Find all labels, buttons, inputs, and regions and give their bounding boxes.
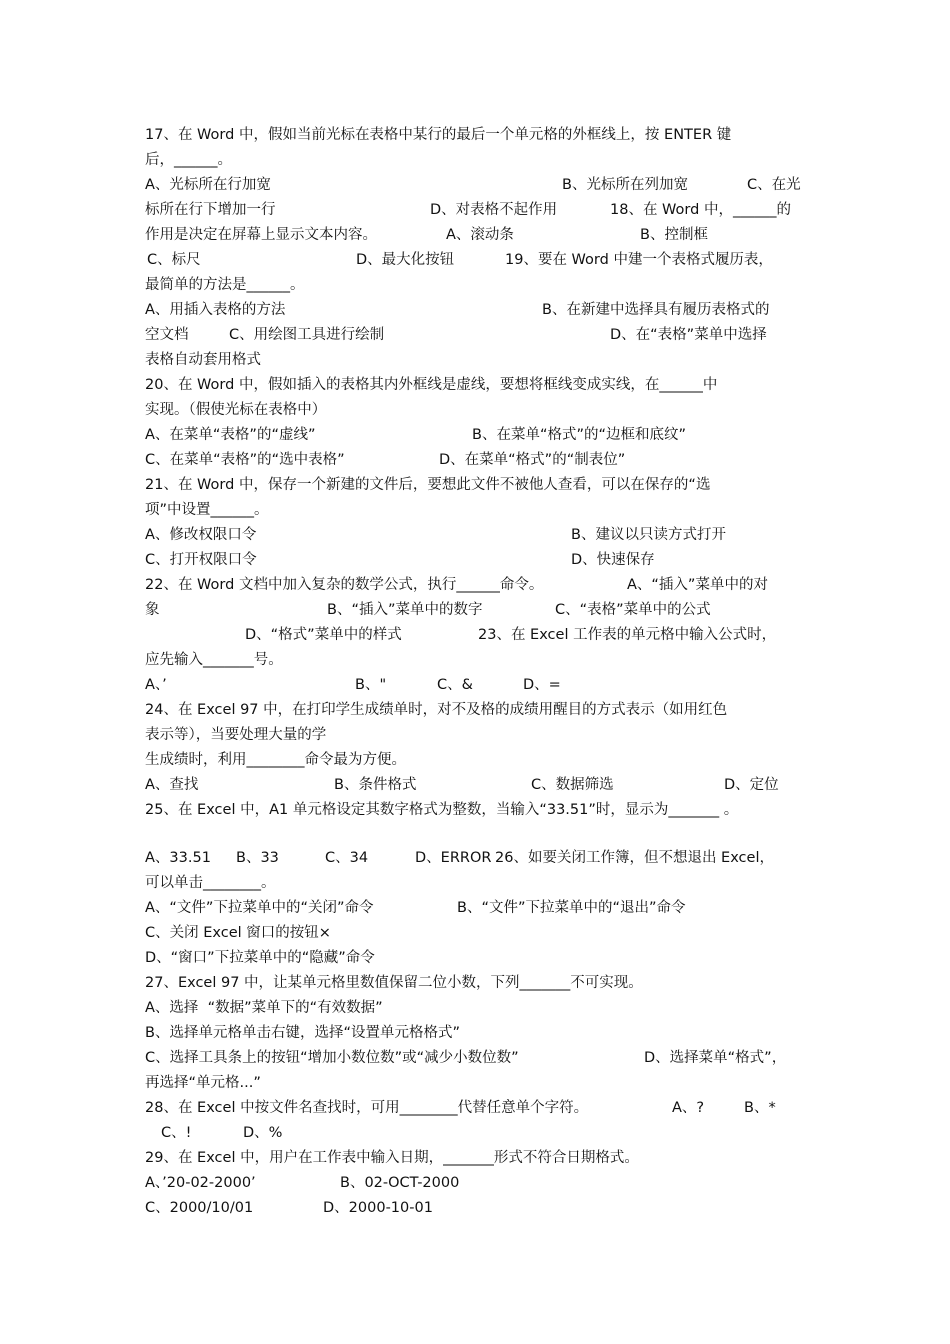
document-line: [0, 1071, 950, 1096]
text-segment: 实现。（假使光标在表格中）: [145, 402, 327, 418]
document-line: [0, 1146, 950, 1171]
text-segment: A、?: [672, 1100, 705, 1116]
text-segment: 25、在 Excel 中，A1 单元格设定其数字格式为整数，当输入“33.51”时，显示为_______ 。: [145, 802, 739, 818]
text-segment: A、33.51: [145, 850, 211, 866]
text-segment: C、在菜单“表格”的“选中表格”: [145, 452, 345, 468]
text-segment: 20、在 Word 中，假如插入的表格其内外框线是虚线，要想将框线变成实线，在______中: [145, 377, 718, 393]
text-segment: B、“文件”下拉菜单中的“退出”命令: [457, 900, 686, 916]
document-line: [0, 846, 950, 871]
document-line: [0, 946, 950, 971]
text-segment: D、对表格不起作用: [430, 202, 558, 218]
document-line: [0, 548, 950, 573]
text-segment: D、ERROR: [415, 850, 492, 866]
document-line: [0, 623, 950, 648]
document-line: [0, 273, 950, 298]
text-segment: A、“文件”下拉菜单中的“关闭”命令: [145, 900, 374, 916]
document-line: [0, 248, 950, 273]
text-segment: 17、在 Word 中，假如当前光标在表格中某行的最后一个单元格的外框线上，按 ENTER 键: [145, 127, 732, 143]
text-segment: C、标尺: [147, 252, 201, 268]
document-line: [0, 423, 950, 448]
text-segment: 29、在 Excel 中，用户在工作表中输入日期，_______形式不符合日期格式。: [145, 1150, 639, 1166]
text-segment: C、用绘图工具进行绘制: [229, 327, 385, 343]
text-segment: A、修改权限口令: [145, 527, 257, 543]
text-segment: C、关闭 Excel 窗口的按钮×: [145, 925, 331, 941]
document-line: [0, 1046, 950, 1071]
document-line: [0, 773, 950, 798]
document-line: [0, 1196, 950, 1221]
text-segment: A、’: [145, 677, 167, 693]
text-segment: B、光标所在列加宽: [562, 177, 688, 193]
document-line: [0, 173, 950, 198]
text-segment: C、“表格”菜单中的公式: [555, 602, 711, 618]
text-segment: 21、在 Word 中，保存一个新建的文件后，要想此文件不被他人查看，可以在保存的“选: [145, 477, 711, 493]
document-line: [0, 1096, 950, 1121]
document-line: [0, 298, 950, 323]
text-segment: 可以单击________。: [145, 875, 276, 891]
document-line: [0, 498, 950, 523]
text-segment: C、2000/10/01: [145, 1200, 254, 1216]
text-segment: B、33: [236, 850, 279, 866]
text-segment: B、": [355, 677, 387, 693]
document-line: [0, 123, 950, 148]
text-segment: A、用插入表格的方法: [145, 302, 286, 318]
text-segment: B、“插入”菜单中的数字: [327, 602, 483, 618]
document-line: [0, 896, 950, 921]
text-segment: A、选择 “数据”菜单下的“有效数据”: [145, 1000, 383, 1016]
document-line: [0, 473, 950, 498]
text-segment: C、选择工具条上的按钮“增加小数位数”或“减少小数位数”: [145, 1050, 519, 1066]
text-segment: 表格自动套用格式: [145, 352, 261, 368]
document-line: [0, 723, 950, 748]
text-segment: D、“格式”菜单中的样式: [245, 627, 402, 643]
text-segment: 24、在 Excel 97 中，在打印学生成绩单时，对不及格的成绩用醒目的方式表示（如用红色: [145, 702, 728, 718]
document-line: [0, 798, 950, 823]
text-segment: B、在新建中选择具有履历表格式的: [542, 302, 770, 318]
text-segment: D、在菜单“格式”的“制表位”: [439, 452, 626, 468]
text-segment: B、在菜单“格式”的“边框和底纹”: [472, 427, 686, 443]
document-line: [0, 523, 950, 548]
text-segment: C、&: [437, 677, 473, 693]
text-segment: 19、要在 Word 中建一个表格式履历表，: [505, 252, 773, 268]
text-segment: B、选择单元格单击右键，选择“设置单元格格式”: [145, 1025, 460, 1041]
text-segment: 最简单的方法是______。: [145, 277, 305, 293]
text-segment: C、打开权限口令: [145, 552, 257, 568]
text-segment: 22、在 Word 文档中加入复杂的数学公式，执行______命令。: [145, 577, 544, 593]
text-segment: B、02-OCT-2000: [340, 1175, 460, 1191]
document-line: [0, 348, 950, 373]
document-line: [0, 921, 950, 946]
text-segment: B、条件格式: [334, 777, 417, 793]
text-segment: A、滚动条: [446, 227, 514, 243]
text-segment: A、光标所在行加宽: [145, 177, 271, 193]
document-line: [0, 573, 950, 598]
document-line: [0, 673, 950, 698]
text-segment: 象: [145, 602, 160, 618]
text-segment: B、*: [744, 1100, 776, 1116]
text-segment: 26、如要关闭工作簿，但不想退出 Excel，: [495, 850, 774, 866]
text-segment: 23、在 Excel 工作表的单元格中输入公式时，: [478, 627, 777, 643]
text-segment: 作用是决定在屏幕上显示文本内容。: [145, 227, 377, 243]
text-segment: D、%: [243, 1125, 283, 1141]
text-segment: B、控制框: [640, 227, 708, 243]
text-segment: B、建议以只读方式打开: [571, 527, 726, 543]
text-segment: C、!: [161, 1125, 192, 1141]
text-segment: D、快速保存: [571, 552, 655, 568]
text-segment: D、在“表格”菜单中选择: [610, 327, 767, 343]
text-segment: 生成绩时，利用________命令最为方便。: [145, 752, 406, 768]
document-line: [0, 748, 950, 773]
text-segment: 28、在 Excel 中按文件名查找时，可用________代替任意单个字符。: [145, 1100, 589, 1116]
text-segment: C、在光: [747, 177, 801, 193]
document-line: [0, 148, 950, 173]
text-segment: 27、Excel 97 中，让某单元格里数值保留二位小数，下列_______不可实现。: [145, 975, 643, 991]
text-segment: A、“插入”菜单中的对: [627, 577, 768, 593]
document-line: [0, 996, 950, 1021]
text-segment: C、34: [325, 850, 369, 866]
text-segment: D、2000-10-01: [323, 1200, 433, 1216]
text-segment: 后，______。: [145, 152, 232, 168]
text-segment: D、选择菜单“格式”，: [644, 1050, 787, 1066]
document-line: [0, 598, 950, 623]
text-segment: 18、在 Word 中，______的: [610, 202, 791, 218]
text-segment: C、数据筛选: [531, 777, 614, 793]
document-line: [0, 373, 950, 398]
document-line: [0, 971, 950, 996]
text-segment: D、定位: [724, 777, 779, 793]
text-segment: 标所在行下增加一行: [145, 202, 276, 218]
document-line: [0, 698, 950, 723]
document-line: [0, 223, 950, 248]
document-line: [0, 1021, 950, 1046]
text-segment: 项”中设置______。: [145, 502, 269, 518]
text-segment: A、在菜单“表格”的“虚线”: [145, 427, 316, 443]
text-segment: A、’20-02-2000’: [145, 1175, 256, 1191]
text-segment: D、最大化按钮: [356, 252, 455, 268]
document-line: [0, 198, 950, 223]
document-line: [0, 1121, 950, 1146]
document-line: [0, 448, 950, 473]
document-line: [0, 648, 950, 673]
text-segment: D、“窗口”下拉菜单中的“隐藏”命令: [145, 950, 375, 966]
document-line: [0, 398, 950, 423]
text-segment: 表示等），当要处理大量的学: [145, 727, 327, 743]
text-segment: 再选择“单元格...”: [145, 1075, 261, 1091]
text-segment: 应先输入_______号。: [145, 652, 283, 668]
document-line: [0, 871, 950, 896]
document-line: [0, 1171, 950, 1196]
text-segment: D、=: [523, 677, 561, 693]
text-segment: 空文档: [145, 327, 189, 343]
document-line: [0, 323, 950, 348]
text-segment: A、查找: [145, 777, 199, 793]
